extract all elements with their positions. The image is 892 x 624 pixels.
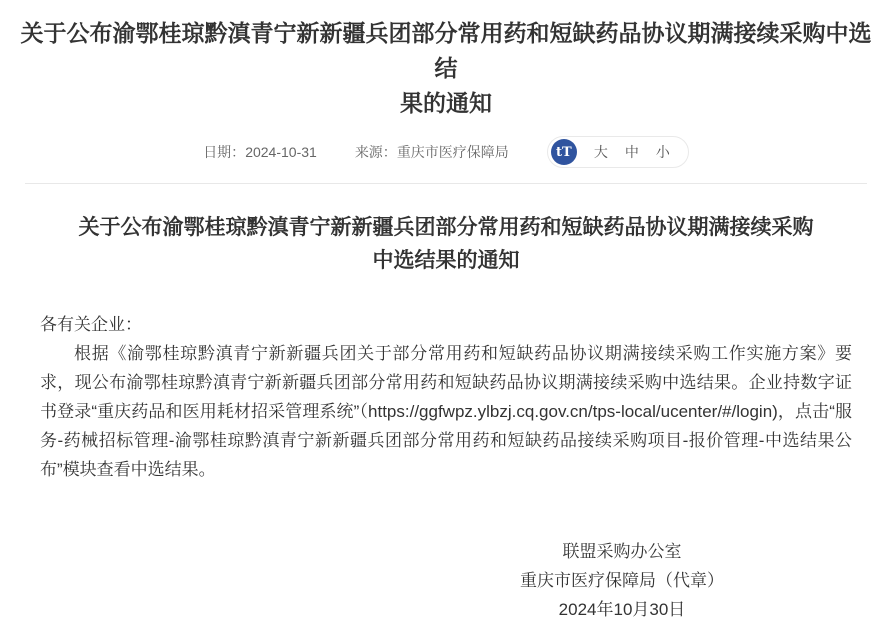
salutation: 各有关企业： xyxy=(40,315,142,334)
publish-date-value: 2024-10-31 xyxy=(245,144,317,160)
font-size-large-button[interactable]: 大 xyxy=(593,144,608,160)
signature-block xyxy=(392,537,852,624)
signature-agency: 重庆市医疗保障局（代章） xyxy=(520,571,724,590)
article-title-line-2: 中选结果的通知 xyxy=(372,249,520,272)
article-title-line-1: 关于公布渝鄂桂琼黔滇青宁新新疆兵团部分常用药和短缺药品协议期满接续采购 xyxy=(78,216,814,239)
source-label: 来源： xyxy=(354,144,397,160)
page-title-line-1: 关于公布渝鄂桂琼黔滇青宁新新疆兵团部分常用药和短缺药品协议期满接续采购中选结 xyxy=(20,20,872,81)
notice-article xyxy=(0,211,892,624)
meta-row xyxy=(0,136,892,168)
font-size-medium-button[interactable]: 中 xyxy=(624,144,639,160)
source-value: 重庆市医疗保障局 xyxy=(396,144,509,160)
page-title xyxy=(0,16,892,121)
page-title-line-2: 果的通知 xyxy=(400,90,492,116)
source xyxy=(355,142,509,162)
article-title xyxy=(40,211,852,277)
notice-page xyxy=(0,16,892,619)
font-size-small-button[interactable]: 小 xyxy=(655,144,670,160)
signature-date: 2024年10月30日 xyxy=(558,600,686,619)
signature-office: 联盟采购办公室 xyxy=(562,542,682,561)
header-divider xyxy=(25,183,867,184)
font-size-widget[interactable] xyxy=(547,136,689,168)
publish-date-label: 日期： xyxy=(203,144,246,160)
publish-date xyxy=(203,142,317,162)
font-size-icon: tT xyxy=(551,139,577,165)
notice-paragraph: 根据《渝鄂桂琼黔滇青宁新新疆兵团关于部分常用药和短缺药品协议期满接续采购工作实施方案》要求，现公布渝鄂桂琼黔滇青宁新新疆兵团部分常用药和短缺药品协议期满接续采购中选结果。企业持数字证书登录“重庆药品和医用耗材招采管理系统”（https://ggfwpz.ylbzj.cq.gov.cn/tps-local/ucenter/#/login)，点击“服务-药械招标管理-渝鄂桂琼黔滇青宁新新疆兵团部分常用药和短缺药品接续采购项目-报价管理-中选结果公布”模块查看中选结果。 xyxy=(40,344,852,479)
